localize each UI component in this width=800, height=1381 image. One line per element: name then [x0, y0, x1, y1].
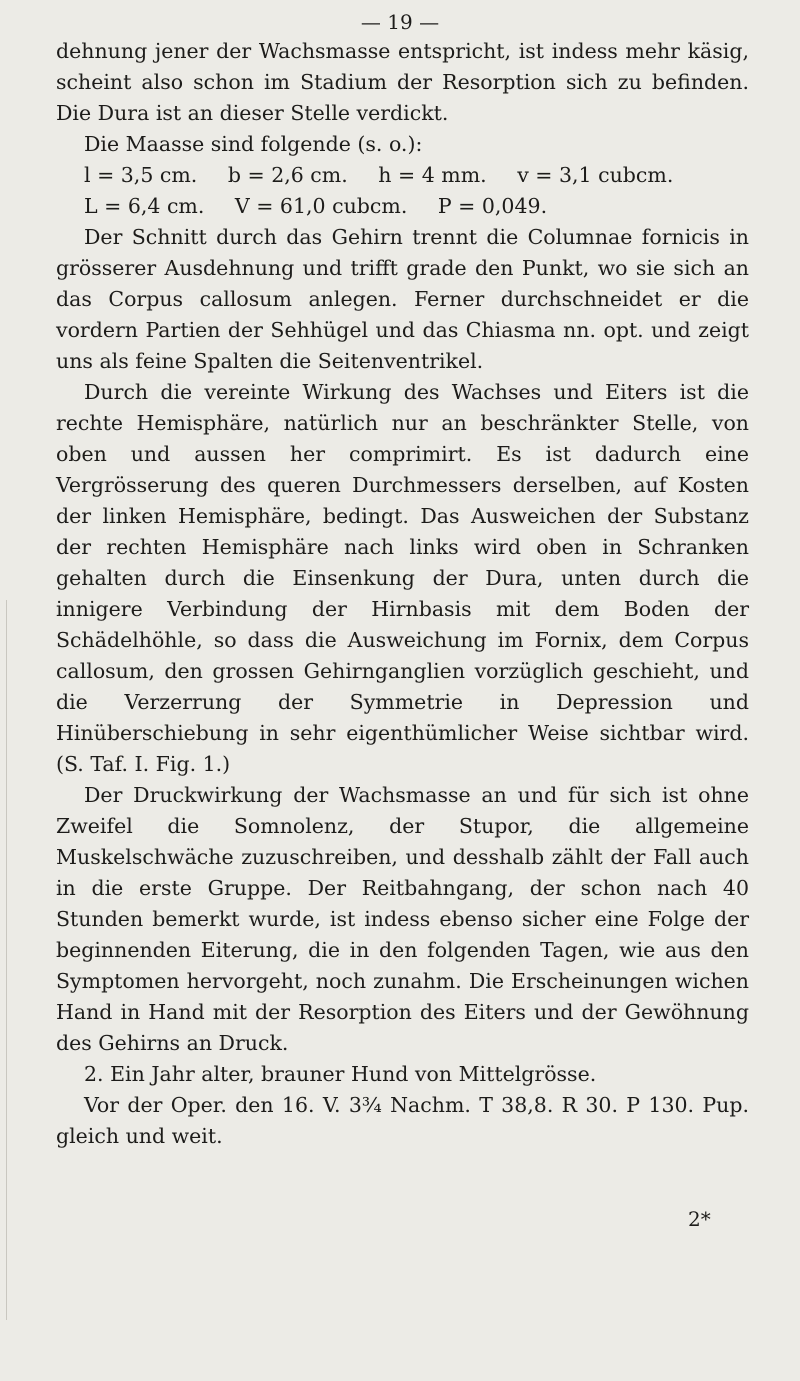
paragraph-wirkung: Durch die vereinte Wirkung des Wachses und Eiters ist die rechte Hemisphäre, natürlich nur an beschränkter Stelle, von oben und aussen her comprimirt. Es ist dadurch eine Vergrösserung des queren Durchmessers derselben, auf Kosten der linken Hemisphäre, bedingt. Das Ausweichen der Substanz der rechten Hemisphäre nach links wird oben in Schranken gehalten durch die Einsenkung der Dura, unten durch die innigere Verbindung der Hirnbasis mit dem Boden der Schädelhöhle, so dass die Ausweichung im Fornix, dem Corpus callosum, den grossen Gehirnganglien vorzüglich geschieht, und die Verzerrung der Symmetrie in Depression und Hinüberschiebung in sehr eigenthümlicher Weise sichtbar wird. (S. Taf. I. Fig. 1.) — [56, 380, 749, 776]
measure-P: P = 0,049. — [437, 194, 548, 218]
paragraph-measures-intro: Die Maasse sind folgende (s. o.): — [84, 132, 423, 156]
page-number: — 19 — — [360, 10, 440, 34]
paragraph-case-2: 2. Ein Jahr alter, brauner Hund von Mittelgrösse. — [84, 1062, 597, 1086]
measure-V: V = 61,0 cubcm. — [234, 194, 408, 218]
measure-b: b = 2,6 cm. — [227, 163, 348, 187]
paragraph-schnitt: Der Schnitt durch das Gehirn trennt die Columnae fornicis in grösserer Ausdehnung und trifft grade den Punkt, wo sie sich an das Corpus callosum anlegen. Ferner durchschneidet er die vordern Partien der Sehhügel und das Chiasma nn. opt. und zeigt uns als feine Spalten die Seitenventrikel. — [56, 225, 749, 373]
measure-v: v = 3,1 cubcm. — [517, 163, 674, 187]
scan-edge-line — [6, 600, 7, 1320]
measures-line-2 — [56, 191, 749, 222]
paragraph-pre-op: Vor der Oper. den 16. V. 3¾ Nachm. T 38,8. R 30. P 130. Pup. gleich und weit. — [56, 1093, 749, 1148]
paragraph-continuation: dehnung jener der Wachsmasse entspricht, ist indess mehr käsig, scheint also schon im Stadium der Resorption sich zu befinden. Die Dura ist an dieser Stelle verdickt. — [56, 39, 749, 125]
measure-l: l = 3,5 cm. — [84, 163, 198, 187]
measure-h: h = 4 mm. — [378, 163, 487, 187]
paragraph-druckwirkung: Der Druckwirkung der Wachsmasse an und für sich ist ohne Zweifel die Somnolenz, der Stupor, die allgemeine Muskelschwäche zuzuschreiben, und desshalb zählt der Fall auch in die erste Gruppe. Der Reitbahngang, der schon nach 40 Stunden bemerkt wurde, ist indess ebenso sicher eine Folge der beginnenden Eiterung, die in den folgenden Tagen, wie aus den Symptomen hervorgeht, noch zunahm. Die Erscheinungen wichen Hand in Hand mit der Resorption des Eiters und der Gewöhnung des Gehirns an Druck. — [56, 783, 749, 1055]
text-body — [56, 36, 749, 1152]
measures-line-1 — [56, 160, 749, 191]
page-signature: 2* — [688, 1207, 711, 1231]
measure-L: L = 6,4 cm. — [84, 194, 205, 218]
